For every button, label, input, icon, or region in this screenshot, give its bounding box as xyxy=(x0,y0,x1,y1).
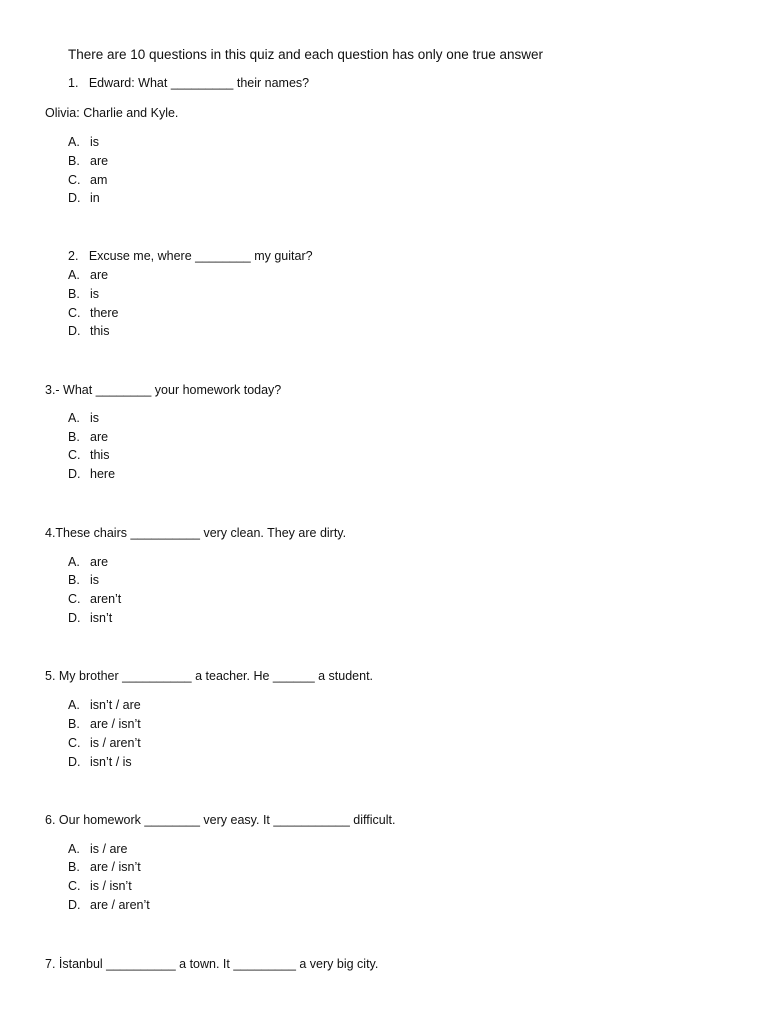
question-3-option-b[interactable]: B. are xyxy=(68,430,109,444)
question-6-option-d[interactable]: D. are / aren’t xyxy=(68,898,150,912)
question-4-option-d[interactable]: D. isn’t xyxy=(68,611,113,625)
question-1-option-c[interactable]: C. am xyxy=(68,173,108,187)
quiz-instructions: There are 10 questions in this quiz and each question has only one true answer xyxy=(68,47,544,62)
question-2-option-c[interactable]: C. there xyxy=(68,306,119,320)
question-2-option-d[interactable]: D. this xyxy=(68,324,110,338)
question-5-option-c[interactable]: C. is / aren’t xyxy=(68,736,141,750)
question-1-extra: Olivia: Charlie and Kyle. xyxy=(45,106,179,120)
question-1-option-a[interactable]: A. is xyxy=(68,135,100,149)
question-5-option-b[interactable]: B. are / isn’t xyxy=(68,717,141,731)
question-6-option-c[interactable]: C. is / isn’t xyxy=(68,879,132,893)
question-6-option-a[interactable]: A. is / are xyxy=(68,842,128,856)
question-3-option-d[interactable]: D. here xyxy=(68,467,116,481)
question-1-text: 1. Edward: What _________ their names? xyxy=(68,76,310,90)
question-5-option-a[interactable]: A. isn’t / are xyxy=(68,698,141,712)
question-2-option-b[interactable]: B. is xyxy=(68,287,100,301)
question-5-text: 5. My brother __________ a teacher. He ______ a student. xyxy=(45,669,374,683)
question-2-option-a[interactable]: A. are xyxy=(68,268,109,282)
question-7-text: 7. İstanbul __________ a town. It _________ a very big city. xyxy=(45,957,379,971)
question-3-option-a[interactable]: A. is xyxy=(68,411,100,425)
question-6-text: 6. Our homework ________ very easy. It ___________ difficult. xyxy=(45,813,396,827)
question-6-option-b[interactable]: B. are / isn’t xyxy=(68,860,141,874)
question-3-text: 3.- What ________ your homework today? xyxy=(45,383,282,397)
question-4-option-b[interactable]: B. is xyxy=(68,573,100,587)
question-1-option-b[interactable]: B. are xyxy=(68,154,109,168)
question-3-option-c[interactable]: C. this xyxy=(68,448,110,462)
question-4-option-a[interactable]: A. are xyxy=(68,555,109,569)
question-4-option-c[interactable]: C. aren’t xyxy=(68,592,122,606)
question-2-text: 2. Excuse me, where ________ my guitar? xyxy=(68,249,313,263)
question-5-option-d[interactable]: D. isn’t / is xyxy=(68,755,132,769)
question-1-option-d[interactable]: D. in xyxy=(68,191,100,205)
question-4-text: 4.These chairs __________ very clean. They are dirty. xyxy=(45,526,347,540)
